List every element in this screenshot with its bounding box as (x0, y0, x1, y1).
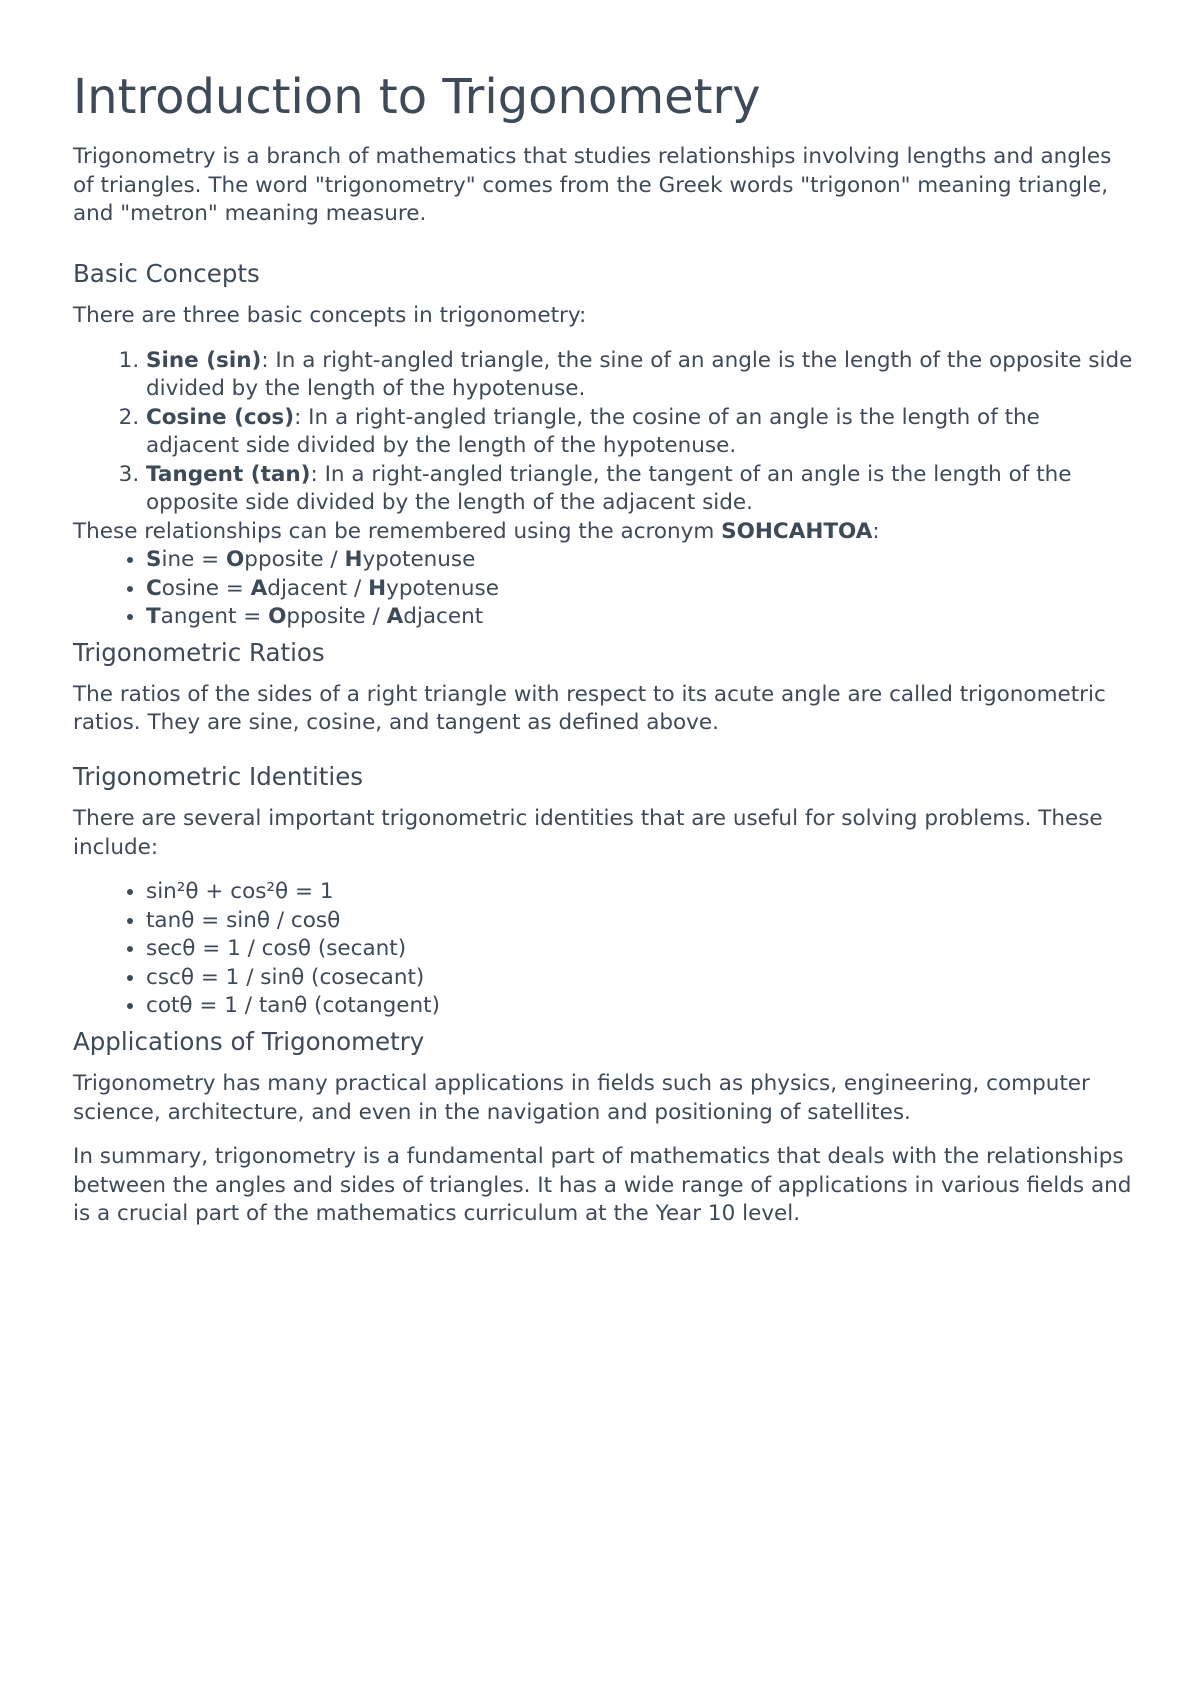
identities-heading: Trigonometric Identities (73, 761, 364, 791)
word-rest: osine = (161, 575, 251, 601)
letter: H (344, 547, 363, 573)
acronym: SOHCAHTOA (721, 518, 873, 544)
list-item: • tanθ = sinθ / cosθ (146, 907, 1133, 936)
list-item (146, 347, 1133, 404)
letter: O (226, 547, 245, 573)
definition-text: : In a right-angled triangle, the tangent of an angle is the length of the opposite side divided by the length of the adjacent side. (146, 461, 1072, 516)
acronym-paragraph (73, 518, 1133, 547)
list-item: • cscθ = 1 / sinθ (cosecant) (146, 964, 1133, 993)
intro-paragraph: Trigonometry is a branch of mathematics that studies relationships involving lengths and angles of triangles. The word "trigonometry" comes from the Greek words "trigonon" meaning triangle, and "metron" meaning measure. (73, 144, 1112, 227)
document-page (73, 70, 1133, 1245)
basic-concepts-heading: Basic Concepts (73, 258, 260, 288)
list-item (146, 546, 1133, 575)
list-item: • cotθ = 1 / tanθ (cotangent) (146, 992, 1133, 1021)
ratios-heading: Trigonometric Ratios (73, 637, 325, 667)
word-rest: angent = (160, 604, 269, 630)
applications-paragraph: Trigonometry has many practical applications in fields such as physics, engineering, computer science, architecture, and even in the navigation and positioning of satellites. (73, 1071, 1090, 1125)
list-item: • sin²θ + cos²θ = 1 (146, 878, 1133, 907)
word-rest: ypotenuse (362, 547, 476, 573)
list-item (146, 461, 1133, 518)
identities-list (73, 878, 1133, 1021)
list-item (146, 603, 1133, 632)
page-title: Introduction to Trigonometry (73, 69, 761, 125)
list-item: • secθ = 1 / cosθ (secant) (146, 935, 1133, 964)
mnemonic-list (73, 546, 1133, 632)
list-item (146, 575, 1133, 604)
letter: S (146, 547, 162, 573)
letter: A (386, 604, 404, 630)
summary-paragraph: In summary, trigonometry is a fundamental part of mathematics that deals with the relationships between the angles and sides of triangles. It has a wide range of applications in various fields and is a crucial part of the mathematics curriculum at the Year 10 level. (73, 1144, 1132, 1227)
ratios-paragraph: The ratios of the sides of a right triangle with respect to its acute angle are called trigonometric ratios. They are sine, cosine, and tangent as defined above. (73, 681, 1106, 736)
definition-text: : In a right-angled triangle, the cosine of an angle is the length of the adjacent side divided by the length of the hypotenuse. (146, 404, 1040, 459)
list-item (146, 404, 1133, 461)
word-rest: djacent (403, 604, 484, 630)
word-rest: ypotenuse (386, 575, 499, 601)
term-tangent: Tangent (tan) (146, 461, 311, 487)
applications-heading: Applications of Trigonometry (73, 1026, 425, 1056)
letter: C (146, 575, 162, 601)
basic-concepts-list (73, 347, 1133, 518)
word-rest: ine = (161, 547, 227, 573)
definition-text: : In a right-angled triangle, the sine of an angle is the length of the opposite side divided by the length of the hypotenuse. (146, 347, 1133, 402)
acronym-colon: : (872, 518, 880, 544)
word-rest: djacent / (267, 575, 369, 601)
letter: O (268, 604, 287, 630)
term-sine: Sine (sin) (146, 347, 262, 373)
acronym-lead: These relationships can be remembered using the acronym (73, 518, 722, 544)
term-cosine: Cosine (cos) (146, 404, 295, 430)
word-rest: pposite / (244, 547, 345, 573)
word-rest: pposite / (286, 604, 387, 630)
basic-concepts-lead: There are three basic concepts in trigonometry: (73, 303, 587, 329)
identities-lead: There are several important trigonometric identities that are useful for solving problems. These include: (73, 806, 1103, 860)
letter: H (368, 575, 387, 601)
letter: A (250, 575, 268, 601)
letter: T (146, 604, 161, 630)
